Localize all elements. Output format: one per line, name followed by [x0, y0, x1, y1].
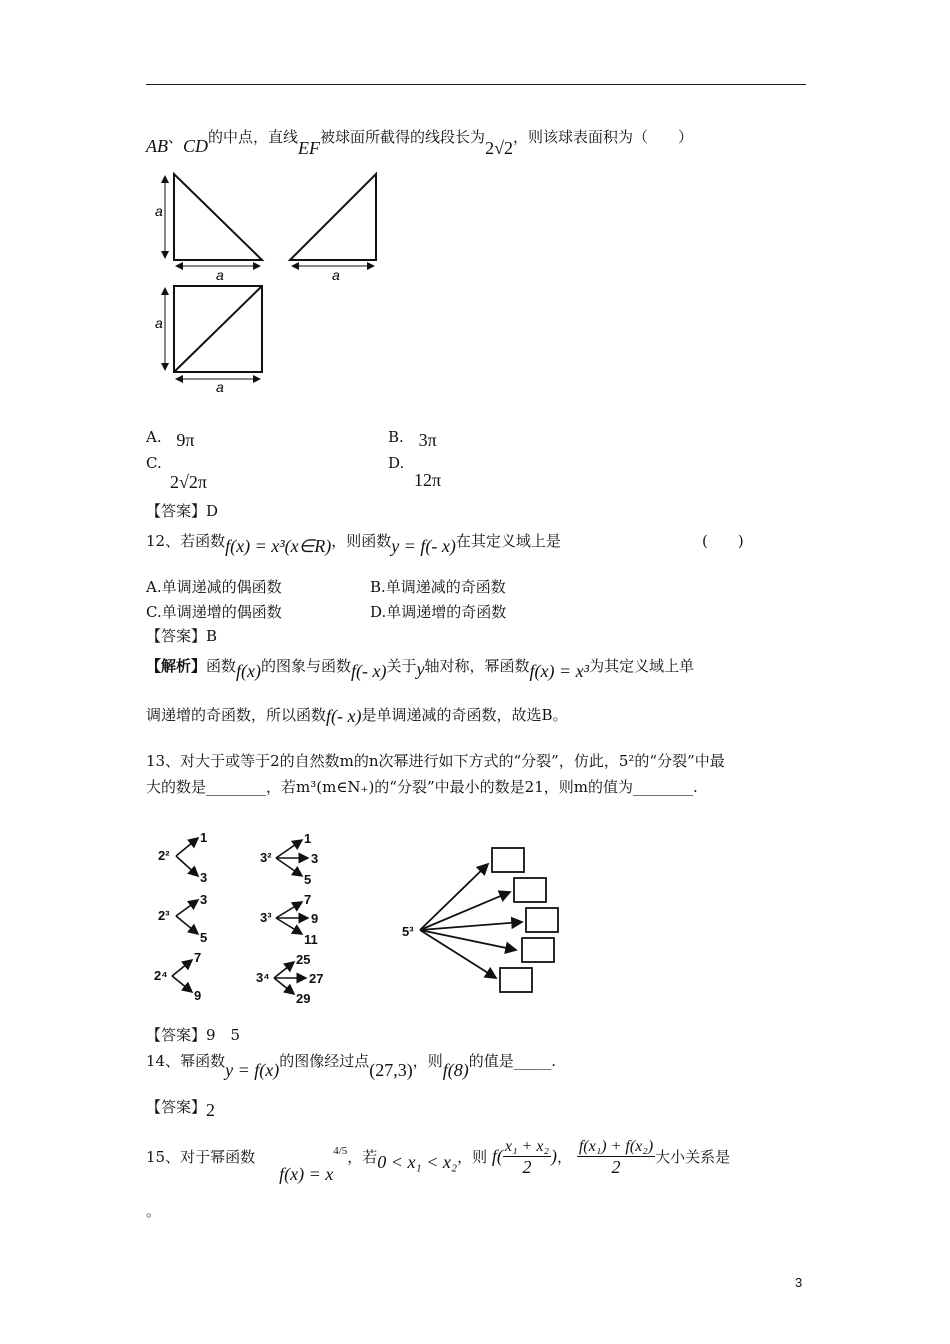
segment-cd: CD — [183, 136, 209, 156]
answer-box — [526, 908, 558, 932]
q12-option-d — [370, 601, 506, 622]
option-value: 单调递增的偶函数 — [161, 603, 282, 621]
split-number: 9 — [194, 988, 202, 1003]
segment-length: 2√2 — [485, 138, 513, 158]
label-a-5: a — [216, 379, 224, 395]
splitting-figure — [150, 826, 580, 1008]
three-view-figure — [150, 168, 390, 398]
analysis-text: 函数 — [206, 657, 237, 675]
option-value: 9π — [176, 430, 195, 450]
q15-text-3: 大小关系是 — [655, 1148, 731, 1166]
split-number: 1 — [200, 830, 208, 845]
answer-box — [522, 938, 554, 962]
split-number: 1 — [304, 831, 312, 846]
split-number: 3 — [311, 851, 319, 866]
q12-function-2: y = f(- x) — [391, 536, 456, 556]
split-number: 3 — [200, 870, 208, 885]
label-a-3: a — [332, 267, 340, 283]
q12-text-2: 在其定义域上是 — [455, 532, 561, 550]
q15-exponent: 4/5 — [333, 1145, 348, 1157]
q15-fraction-2 — [577, 1138, 655, 1178]
q11-text-1: 的中点，直线 — [208, 128, 299, 146]
analysis-tag: 【解析】 — [146, 657, 207, 675]
q11-option-b — [388, 426, 437, 450]
base-3-sq: 3² — [260, 850, 272, 865]
label-a-2: a — [216, 267, 224, 283]
math-f-neg-x: f(- x) — [351, 661, 387, 681]
answer-value: 2 — [206, 1100, 216, 1120]
q12-option-b — [370, 576, 506, 597]
q12-analysis-line-2 — [146, 704, 568, 725]
q15-condition: 0 < x₁ < x₂ — [377, 1152, 458, 1172]
math-fx-cube: f(x) = x³ — [529, 661, 590, 681]
math-y: y — [416, 659, 425, 679]
label-a-1: a — [155, 203, 163, 219]
base-2-sq: 2² — [158, 848, 170, 863]
option-key: B. — [388, 428, 404, 446]
q14-text-1: 的图像经过点 — [279, 1052, 370, 1070]
q14-f8: f(8) — [442, 1060, 469, 1080]
split-number: 7 — [194, 950, 202, 965]
separator: ， — [557, 1148, 573, 1166]
q11-option-a — [146, 426, 195, 450]
base-3-fourth: 3⁴ — [256, 970, 270, 985]
option-key: A. — [146, 428, 162, 446]
split-number: 9 — [311, 911, 319, 926]
q15-f-open: f( — [491, 1146, 503, 1166]
q11-text-3: ，则该球表面积为（ ） — [512, 128, 693, 146]
q13-line-2: 大的数是________，若m³(m∈N₊)的“分裂”中最小的数是21，则m的值为________. — [146, 778, 698, 796]
front-view-triangle — [174, 174, 262, 260]
q14-function: y = f(x) — [225, 1060, 280, 1080]
q12-text-1: ，则函数 — [331, 532, 392, 550]
segment-ef: EF — [298, 138, 321, 158]
split-number: 5 — [304, 872, 312, 887]
q12-option-a — [146, 576, 282, 597]
q12-option-c — [146, 601, 282, 622]
q11-stem — [146, 126, 693, 158]
q12-stem — [146, 530, 561, 556]
segment-ab: AB — [146, 136, 168, 156]
side-view-triangle — [290, 174, 376, 260]
answer-box — [514, 878, 546, 902]
q11-option-c — [146, 454, 207, 493]
q14-point: (27,3) — [369, 1060, 413, 1080]
analysis-text: 的图象与函数 — [261, 657, 352, 675]
split-number: 25 — [296, 952, 311, 967]
q14-text-2: ，则 — [412, 1052, 443, 1070]
split-number: 5 — [200, 930, 208, 945]
q15-stem — [146, 1138, 731, 1184]
q11-answer: 【答案】D — [146, 502, 219, 520]
base-2-cube: 2³ — [158, 908, 170, 923]
option-value: 12π — [414, 470, 442, 490]
option-key: D. — [370, 603, 387, 621]
fraction-numerator: f(x₁) + f(x₂) — [578, 1138, 654, 1155]
option-key: A. — [146, 578, 162, 596]
fraction-numerator: x₁ + x₂ — [504, 1138, 550, 1155]
q15-fraction-1 — [503, 1138, 551, 1178]
q12-prefix: 12、若函数 — [146, 532, 226, 550]
math-f-neg-x: f(- x) — [326, 706, 362, 726]
fraction-denominator: 2 — [522, 1157, 532, 1177]
base-2-fourth: 2⁴ — [154, 968, 168, 983]
q15-end: 。 — [146, 1202, 162, 1220]
q12-function-1: f(x) = x³(x∈R) — [225, 536, 332, 556]
label-a-4: a — [155, 315, 163, 331]
q14-stem — [146, 1050, 557, 1080]
option-value: 2√2π — [170, 472, 207, 492]
split-number: 3 — [200, 892, 208, 907]
split-number: 27 — [309, 971, 324, 986]
top-view-diagonal — [174, 286, 262, 372]
q14-text-3: 的值是_____. — [468, 1052, 557, 1070]
option-key: C. — [146, 603, 162, 621]
q15-f-close: ) — [551, 1146, 558, 1166]
q15-text-1: ，若 — [347, 1148, 378, 1166]
q15-prefix: 15、对于幂函数 — [146, 1148, 256, 1166]
q14-prefix: 14、幂函数 — [146, 1052, 226, 1070]
q14-answer — [146, 1096, 216, 1120]
analysis-text: 为其定义域上单 — [589, 657, 695, 675]
q15-function: f(x) = x — [279, 1164, 334, 1184]
q13-answer: 【答案】9 5 — [146, 1026, 241, 1044]
header-rule — [146, 84, 806, 85]
split-number: 29 — [296, 991, 311, 1006]
answer-tag: 【答案】 — [146, 1098, 207, 1116]
analysis-text: 关于 — [386, 657, 417, 675]
analysis-text: 调递增的奇函数，所以函数 — [146, 706, 327, 724]
option-value: 单调递减的偶函数 — [161, 578, 282, 596]
q15-text-2: ，则 — [457, 1148, 488, 1166]
q11-option-d — [388, 454, 442, 493]
answer-box — [492, 848, 524, 872]
fraction-denominator: 2 — [611, 1157, 621, 1177]
option-value: 3π — [418, 430, 437, 450]
option-key: C. — [146, 454, 162, 472]
option-value: 单调递减的奇函数 — [385, 578, 506, 596]
base-3-cube: 3³ — [260, 910, 272, 925]
base-5-cube: 5³ — [402, 924, 414, 939]
option-value: 单调递增的奇函数 — [386, 603, 507, 621]
analysis-text: 是单调递减的奇函数，故选B。 — [361, 706, 568, 724]
q13-line-1: 13、对大于或等于2的自然数m的n次幂进行如下方式的“分裂”，仿此，5²的“分裂”中最 — [146, 752, 725, 770]
q12-analysis-line-1 — [146, 655, 695, 681]
q11-text-2: 被球面所截得的线段长为 — [320, 128, 486, 146]
option-key: B. — [370, 578, 386, 596]
split-number: 11 — [304, 932, 318, 947]
page-number: 3 — [795, 1275, 803, 1290]
analysis-text: 轴对称，幂函数 — [424, 657, 530, 675]
split-number: 7 — [304, 892, 312, 907]
q12-answer: 【答案】B — [146, 627, 218, 645]
q12-paren: ( ) — [702, 532, 744, 550]
answer-box — [500, 968, 532, 992]
math-fx: f(x) — [236, 661, 262, 681]
option-key: D. — [388, 454, 405, 472]
separator: 、 — [168, 128, 184, 146]
